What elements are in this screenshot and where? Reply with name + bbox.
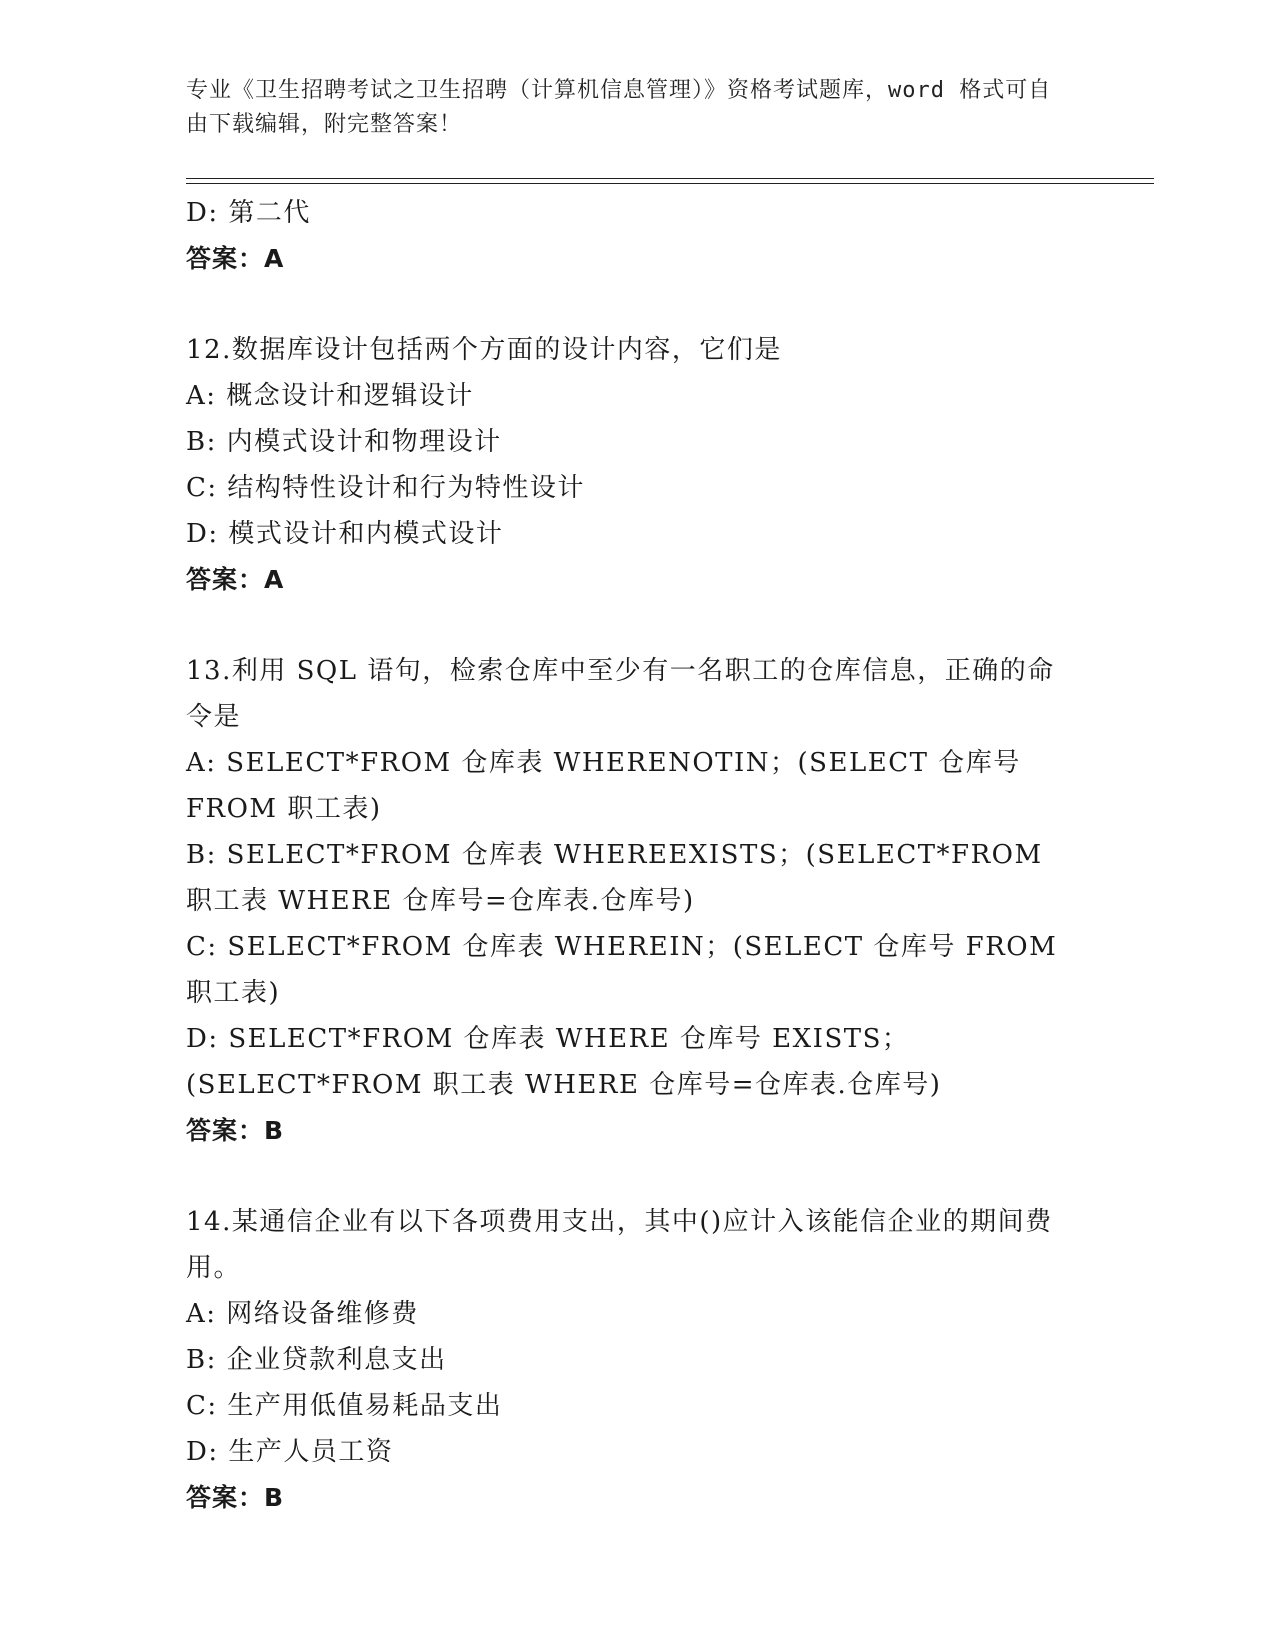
option-d: D: 生产人员工资 (186, 1437, 394, 1467)
question-13 (186, 648, 1076, 1154)
question-stem: 13.利用 SQL 语句，检索仓库中至少有一名职工的仓库信息，正确的命令是 (186, 656, 1055, 732)
page-header (186, 74, 1066, 142)
answer: 答案：B (186, 1483, 285, 1512)
question-list (186, 190, 1076, 1521)
question-spacer (186, 282, 1076, 327)
option-d: D: 第二代 (186, 198, 311, 228)
question-12 (186, 327, 1076, 603)
option-c: C: 结构特性设计和行为特性设计 (186, 473, 585, 503)
option-a: A: SELECT*FROM 仓库表 WHERENOTIN；(SELECT 仓库号 FROM 职工表) (186, 748, 1021, 824)
option-b: B: 企业贷款利息支出 (186, 1345, 447, 1375)
option-c: C: 生产用低值易耗品支出 (186, 1391, 503, 1421)
option-b: B: SELECT*FROM 仓库表 WHEREEXISTS；(SELECT*FROM 职工表 WHERE 仓库号=仓库表.仓库号) (186, 840, 1043, 916)
header-text: 专业《卫生招聘考试之卫生招聘（计算机信息管理）》资格考试题库，word 格式可自由下载编辑，附完整答案！ (186, 78, 1052, 137)
header-rule-bottom (186, 183, 1154, 184)
option-a: A: 网络设备维修费 (186, 1299, 419, 1329)
option-d: D: SELECT*FROM 仓库表 WHERE 仓库号 EXISTS；(SELECT*FROM 职工表 WHERE 仓库号=仓库表.仓库号) (186, 1024, 942, 1100)
option-d: D: 模式设计和内模式设计 (186, 519, 504, 549)
answer: 答案：B (186, 1116, 285, 1145)
question-spacer (186, 603, 1076, 648)
answer: 答案：A (186, 565, 285, 594)
option-c: C: SELECT*FROM 仓库表 WHEREIN；(SELECT 仓库号 FROM 职工表) (186, 932, 1058, 1008)
answer: 答案：A (186, 244, 285, 273)
question-stem: 14.某通信企业有以下各项费用支出，其中()应计入该能信企业的期间费用。 (186, 1207, 1053, 1283)
header-rule-top (186, 178, 1154, 179)
question-spacer (186, 1154, 1076, 1199)
question-11 (186, 190, 1076, 282)
question-stem: 12.数据库设计包括两个方面的设计内容，它们是 (186, 335, 782, 365)
option-b: B: 内模式设计和物理设计 (186, 427, 502, 457)
option-a: A: 概念设计和逻辑设计 (186, 381, 474, 411)
question-14 (186, 1199, 1076, 1521)
